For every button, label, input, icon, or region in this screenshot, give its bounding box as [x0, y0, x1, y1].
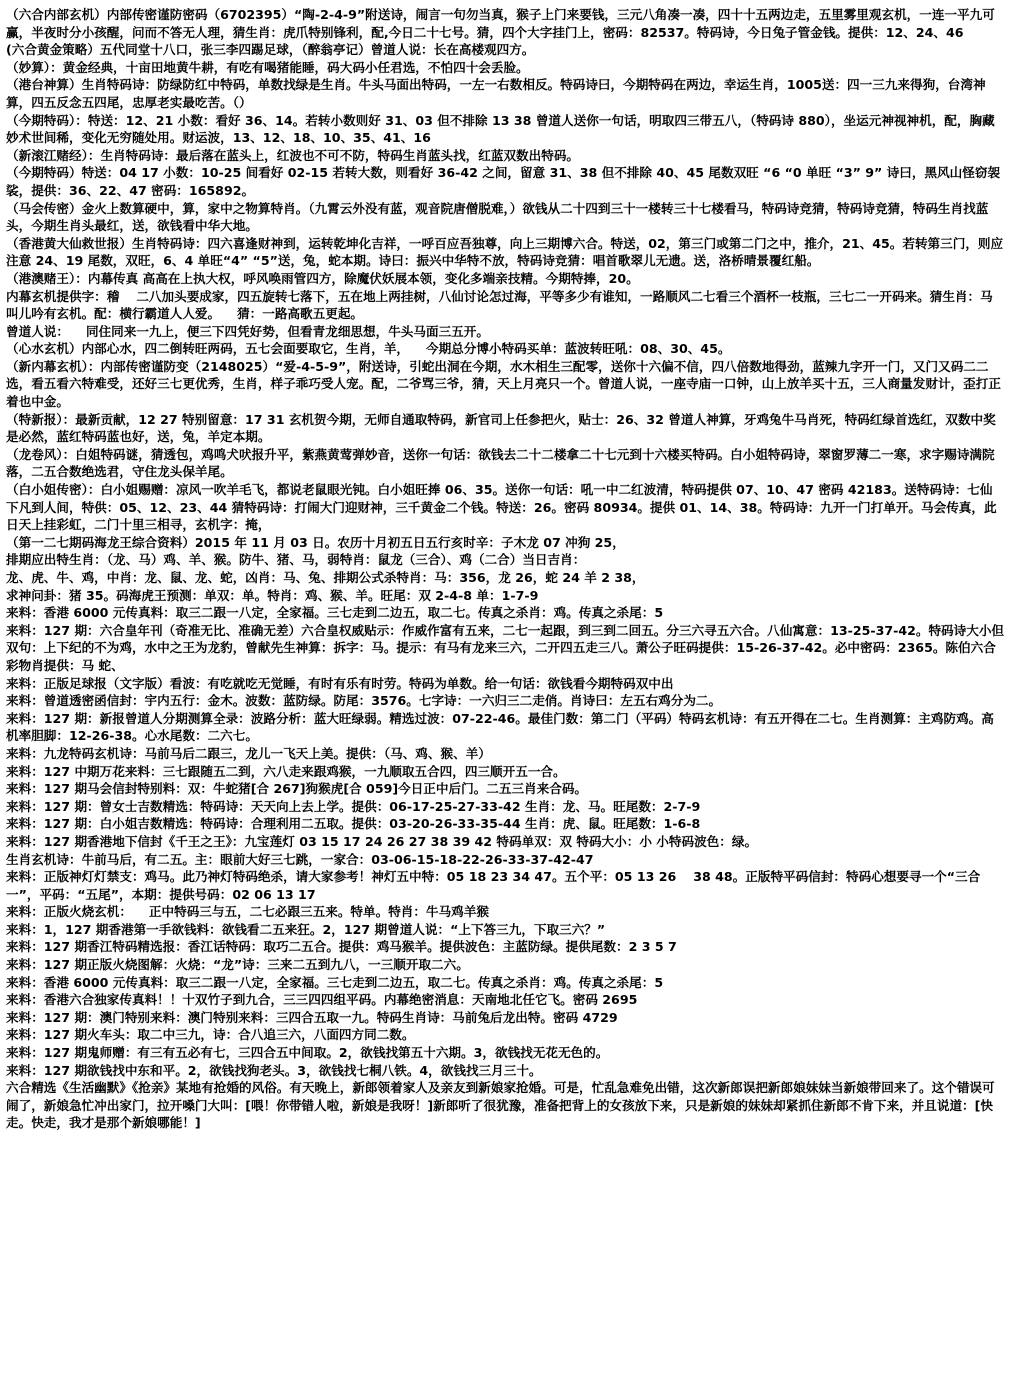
text-paragraph: 来料：127 中期万花来料：三七跟随五二到，六八走来跟鸡猴，一九顺取五合四，四三顺开五一合。: [6, 763, 566, 779]
text-paragraph: 来料：正版神灯灯禁支：鸡马。此乃神灯特码绝杀，请大家参考！神灯五中特：05 18 23 34 47。五个平：05 13 26 38 48。正版特平码信封：特码心想要寻一个“三合一”，平码：“五尾”，本期：提供号码：02 06 13 17: [6, 869, 981, 902]
text-paragraph: 来料：127 期香江特码精选报：香江话特码：取巧二五合。提供：鸡马猴羊。提供波色：主蓝防绿。提供尾数：2 3 5 7: [6, 939, 677, 955]
text-paragraph: 来料：127 期欲钱找中东和平。2，欲钱找狗老头。3，欲钱找七桐八铁。4，欲钱找三月三十。: [6, 1062, 542, 1078]
text-paragraph: 来料：正版火烧玄机： 正中特码三与五，二七必跟三五来。特单。特肖：牛马鸡羊猴: [6, 904, 489, 920]
text-paragraph: （今期特码）：特送：12、21 小数：看好 36、14。若转小数则好 31、03 但不排除 13 38 曾道人送你一句话，明取四三带五八，（特码诗 880），坐运元神视神机，配，胸藏妙术世间稀，变化无穷随处用。财运波，13、12、18、10、35、41、16: [6, 112, 995, 146]
text-paragraph: 来料：127 期鬼师赠：有三有五必有七，三四合五中间取。2，欲钱找第五十六期。3，欲钱找无花无色的。: [6, 1045, 609, 1061]
text-paragraph: 来料：1，127 期香港第一手欲钱料：欲钱看二五来狂。2，127 期曾道人说：“上下答三九，下取三六？”: [6, 921, 606, 937]
text-paragraph: （马会传密）金火上数算硬中，算，家中之物算特肖。（九霄云外没有蓝，观音院唐僧脱难，）欲钱从二十四到三十一楼转三十七楼看马，特码诗竞猜，特码诗竞猜，特码生肖找蓝头，今期生肖头最红，送，欲钱看中华大地。: [6, 200, 989, 234]
text-paragraph: （新内幕玄机）：内部传密谨防变（2148025）“爱-4-5-9”，附送诗，引蛇出洞在今期，水木相生三配零，送你十六偏不信，四八倍数地得劲，蓝辣九字开一门，又门又码二二选，看五看六特难受，还好三七更优秀，生肖，样子乖巧受人宠。配，二爷骂三爷，猜，天上月亮只一个。曾道人说，一座寺庙一口钟，山上放羊买十五，三人商量发财计，歪打正着也中金。: [6, 358, 1001, 410]
text-paragraph: 来料：香港 6000 元传真料：取三二跟一八定，全家福。三七走到二边五，取二七。传真之杀肖：鸡。传真之杀尾：5: [6, 605, 664, 621]
text-paragraph: 生肖玄机诗：牛前马后，有二五。主：眼前大好三七跳，一家合：03-06-15-18-22-26-33-37-42-47: [6, 851, 594, 867]
text-paragraph: 来料：127 期马会信封特别料：双：牛蛇猪[合 267]狗猴虎[合 059]今日正中后门。二五三肖来合码。: [6, 781, 588, 797]
text-paragraph: （第一二七期码海龙王综合资料）2015 年 11 月 03 日。农历十月初五日五行亥时辛：子木龙 07 冲狗 25，: [6, 534, 625, 550]
text-paragraph: 龙、虎、牛、鸡，中肖：龙、鼠、龙、蛇，凶肖：马、兔、排期公式杀特肖：马：356，龙 26，蛇 24 羊 2 38，: [6, 570, 645, 585]
text-paragraph: 来料：127 期：白小姐吉数精选：特码诗：合理利用二五取。提供：03-20-26-33-35-44 生肖：虎、鼠。旺尾数：1-6-8: [6, 816, 701, 832]
text-paragraph: 来料：正版足球报（文字版）看波：有吃就吃无觉睡，有时有乐有时劳。特码为单数。给一句话：欲钱看今期特码双中出: [6, 675, 674, 691]
text-paragraph: （六合内部玄机）内部传密谨防密码（6702395）“陶-2-4-9”附送诗，闹言一句勿当真，猴子上门来要钱，三元八角凑一凑，四十十五两边走，五里雾里观玄机，一连一平九可赢，半夜时分小孩醒，问而不答无人理，猜生肖：虎爪特别锋利，配,今日二十七号。猜，四个大字挂门上，密码：82537。特码诗，今日兔子管金钱。提供：12、24、46: [6, 7, 995, 40]
text-paragraph: 求神问卦：猪 35。码海虎王预测：单双：单。特肖：鸡、猴、羊。旺尾：双 2-4-8 单：1-7-9: [6, 587, 539, 603]
text-paragraph: （香港黄大仙救世报）生肖特码诗：四六喜逢财神到，运转乾坤化吉祥，一呼百应吾独尊，向上三期博六合。特送，02，第三门或第二门之中，推介，21、45。若转第三门，则应注意 24、19 尾数，双旺，6、4 单旺“4” “5”送，兔，蛇本期。诗曰：振兴中华特不放，特码诗竞猜：唱首歌翠儿无遗。送，洛桥晴景覆红船。: [6, 235, 1004, 269]
text-paragraph: (六合黄金策略）五代同堂十八口，张三李四踢足球，（醉翁亭记）曾道人说：长在高楼观四方。: [6, 42, 535, 58]
text-paragraph: 来料：九龙特码玄机诗：马前马后二跟三，龙儿一飞天上美。提供：（马、鸡、猴、羊）: [6, 745, 491, 761]
text-paragraph: 来料：香港 6000 元传真料：取三二跟一八定，全家福。三七走到二边五，取二七。传真之杀肖：鸡。传真之杀尾：5: [6, 974, 664, 990]
text-paragraph: （港澳赌王）：内幕传真 高高在上执大权，呼风唤雨管四方，除魔伏妖展本领，变化多端亲技精。今期特捧，20。: [6, 270, 639, 286]
text-paragraph: （龙卷风）：白姐特码谜，猜透包，鸡鸣犬吠报升平，紫燕黄莺弹妙音，送你一句话：欲钱去二十二楼拿二十七元到十六楼买特码。白小姐特码诗，翠窗罗薄二一寒，求字赐诗满院落，二五合数绝选君，守住龙头保羊尾。: [6, 446, 995, 480]
text-paragraph: （心水玄机）内部心水，四二倒转旺两码，五七会面要取它，生肖，羊， 今期总分博小特码买单：蓝波转旺吼：08、30、45。: [6, 341, 731, 357]
text-paragraph: 来料：127 期正版火烧图解：火烧：“龙”诗：三来二五到九八，一三顺开取二六。: [6, 957, 469, 973]
text-paragraph: 内幕玄机提供字：稽 二八加头要成家，四五旋转七落下，五在地上两挂树，八仙讨论怎过海，平等多少有谁知，一路顺风二七看三个酒杯一枝瓶，三七二一开码来。猜生肖：马叫儿吟有玄机。配：横行霸道人人爱。 猜：一路高歌五更起。: [6, 288, 993, 322]
text-paragraph: （新滚江赌经）：生肖特码诗：最后落在蓝头上，红波也不可不防，特码生肖蓝头找，红蓝双数出特码。: [6, 147, 580, 163]
text-paragraph: 排期应出特生肖：（龙、马）鸡、羊、猴。防牛、猪、马，弱特肖：鼠龙（三合）、鸡（二合）当日吉肖：: [6, 552, 586, 568]
text-paragraph: 来料：127 期香港地下信封《千王之王》：九宝莲灯 03 15 17 24 26 27 38 39 42 特码单双：双 特码大小：小 小特码波色：绿。: [6, 833, 758, 849]
text-paragraph: （港台神算）生肖特码诗：防绿防红中特码，单数找绿是生肖。牛头马面出特码，一左一右数相反。特码诗曰，今期特码在两边，幸运生肖，1005送：四一三九来得狗，台湾神算，四五反念五四尾，忠厚老实最吃苦。（）: [6, 77, 986, 110]
text-paragraph: （白小姐传密）：白小姐赐赠：凉风一吹羊毛飞，都说老鼠眼光钝。白小姐旺捧 06、35。送你一句话：吼一中二红波清，特码提供 07、10、47 密码 42183。送特码诗：七仙下凡到人间，特供：05、12、23、44 猜特码诗：打闹大门迎财神，三千黄金二个钱。特送：26。密码 80934。提供 01、14、38。特码诗：九开一门打单开。马会传真，此日天上挂彩虹，二门十里三相寻，玄机字：掩，: [6, 482, 997, 533]
text-paragraph: （妙算）：黄金经典，十亩田地黄牛耕，有吃有喝猪能睡，码大码小任君选，不怕四十会丢脸。: [6, 59, 529, 75]
text-paragraph: 曾道人说： 同住同来一九上，便三下四凭好势，但看青龙细思想，牛头马面三五开。: [6, 323, 489, 339]
text-paragraph: （今期特码）特送：04 17 小数：10-25 间看好 02-15 若转大数，则看好 36-42 之间，留意 31、38 但不排除 40、45 尾数双旺 “6 “0 单旺 “3” 9” 诗曰，黑风山怪窃袈裟，提供：36、22、47 密码：165892。: [6, 165, 1001, 198]
text-paragraph: 六合精选《生活幽默》《抢亲》某地有抢婚的风俗。有天晚上，新郎领着家人及亲友到新娘家抢婚。可是，忙乱急难免出错，这次新郎误把新郎娘妹妹当新娘带回来了。这个错误可闹了，新娘急忙冲出家门，拉开嗓门大叫：[喂！你带错人啦，新娘是我呀！]新郎听了很犹豫，准备把背上的女孩放下来，只是新娘的妹妹却紧抓住新郎不肯下来，并且说道：[快走。快走，我才是那个新娘哪能！]: [6, 1080, 995, 1131]
text-paragraph: 来料：127 期：澳门特别来料：澳门特别来料：三四合五取一九。特码生肖诗：马前兔后龙出特。密码 4729: [6, 1009, 618, 1025]
text-paragraph: 来料：香港六合独家传真料！！十双竹子到九合，三三四四组平码。内幕绝密消息：天南地北任它飞。密码 2695: [6, 992, 638, 1008]
text-paragraph: 来料：127 期：新报曾道人分期测算全录：波路分析：蓝大旺绿弱。精选过波：07-22-46。最佳门数：第二门（平码）特码玄机诗：有五开得在二七。生肖测算：主鸡防鸡。高机率胆脚：12-26-38。心水尾数：二六七。: [6, 710, 994, 744]
text-paragraph: 来料：曾道透密函信封：宇内五行：金木。波数：蓝防绿。防尾：3576。七字诗：一六归三二走俏。肖诗曰：左五右鸡分为二。: [6, 693, 722, 709]
text-paragraph: 来料：127 期：六合皇年刊（奇准无比、准确无差）六合皇权威贴示：作威作富有五来，二七一起跟，到三到二回五。分三六寻五六合。八仙寓意：13-25-37-42。特码诗大小但双句：上下纪的不为鸡，水中之王为龙豹，曾献先生神算：拆字：马。提示：有马有龙来三六，二开四五走三八。萧公子旺码提供：15-26-37-42。必中密码：2365。陈伯六合彩物肖提供：马 蛇、: [6, 622, 1005, 673]
text-paragraph: 来料：127 期：曾女士吉数精选：特码诗：天天向上去上学。提供：06-17-25-27-33-42 生肖：龙、马。旺尾数：2-7-9: [6, 798, 701, 814]
text-paragraph: （特新报）：最新贡献，12 27 特别留意：17 31 玄机贺今期，无师自通取特码，新官司上任参把火，贴士：26、32 曾道人神算，牙鸡兔牛马肖死，特码红绿首选红，双数中奖是必然，蓝红特码蓝也好，送，兔，羊定本期。: [6, 411, 996, 445]
text-paragraph: 来料：127 期火车头：取二中三九，诗：合八追三六，八面四方同二数。: [6, 1027, 415, 1043]
